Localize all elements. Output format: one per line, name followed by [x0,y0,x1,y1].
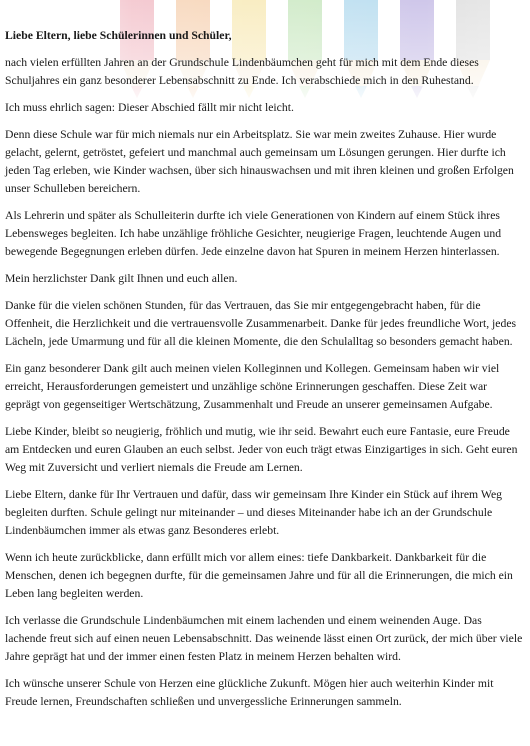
letter-paragraph: Wenn ich heute zurückblicke, dann erfüllt mich vor allem eines: tiefe Dankbarkeit. Dankbarkeit für die Menschen, denen ich begegnen durfte, für die gemeinsamen Jahre und für all die Erinnerungen, die mich ein Leben lang begleiten werden. [5,551,513,600]
letter-paragraph: Liebe Eltern, danke für Ihr Vertrauen und dafür, dass wir gemeinsam Ihre Kinder ein Stück auf ihrem Weg begleiten durften. Schule gelingt nur miteinander – und dieses Miteinander habe ich an der Grundschule Lindenbäumchen immer als etwas ganz Besonderes erlebt. [5,488,502,537]
letter-paragraph: Ich verlasse die Grundschule Lindenbäumchen mit einem lachenden und einem weinenden Auge. Das lachende freut sich auf einen neuen Lebensabschnitt. Das weinende lässt einen Ort zurück, der mich über viele Jahre geprägt hat und der immer einen festen Platz in meinem Herzen behalten wird. [5,614,523,663]
farewell-letter [5,27,524,720]
letter-paragraph: nach vielen erfüllten Jahren an der Grundschule Lindenbäumchen geht für mich mit dem Ende dieses Schuljahres ein ganz besonderer Lebensabschnitt zu Ende. Ich verabschiede mich in den Ruhestand. [5,56,479,87]
letter-paragraph: Als Lehrerin und später als Schulleiterin durfte ich viele Generationen von Kindern auf einem Stück ihres Lebensweges begleiten. Ich habe unzählige fröhliche Gesichter, neugierige Fragen, leuchtende Augen und bewegende Begegnungen erleben dürfen. Jede einzelne davon hat Spuren in meinem Herzen hinterlassen. [5,209,502,258]
letter-paragraph: Ein ganz besonderer Dank gilt auch meinen vielen Kolleginnen und Kollegen. Gemeinsam haben wir viel erreicht, Herausforderungen gemeistert und unzählige schöne Erinnerungen geschaffen. Diese Zeit war geprägt von gegenseitiger Wertschätzung, Zusammenhalt und Freude an unserer gemeinsamen Aufgabe. [5,362,500,411]
letter-paragraph: Mein herzlichster Dank gilt Ihnen und euch allen. [5,272,238,285]
letter-paragraph: Denn diese Schule war für mich niemals nur ein Arbeitsplatz. Sie war mein zweites Zuhause. Hier wurde gelacht, gelernt, getröstet, gefeiert und manchmal auch gemeinsam um Lösungen gerungen. Hier durfte ich jeden Tag erleben, wie Kinder wachsen, über sich hinauswachsen und mit ihren kleinen und großen Erfolgen unser Schulleben bereichern. [5,128,514,195]
letter-paragraph: Ich wünsche unserer Schule von Herzen eine glückliche Zukunft. Mögen hier auch weiterhin Kinder mit Freude lernen, Freundschaften schließen und unvergessliche Erinnerungen sammeln. [5,677,494,708]
letter-paragraph: Ich muss ehrlich sagen: Dieser Abschied fällt mir nicht leicht. [5,101,294,114]
letter-greeting: Liebe Eltern, liebe Schülerinnen und Schüler, [5,29,232,42]
letter-paragraph: Liebe Kinder, bleibt so neugierig, fröhlich und mutig, wie ihr seid. Bewahrt euch eure Fantasie, eure Freude am Entdecken und euren Glauben an euch selbst. Jeder von euch trägt etwas Einzigartiges in sich. Geht euren Weg mit Zuversicht und verliert niemals die Freude am Lernen. [5,425,518,474]
letter-paragraph: Danke für die vielen schönen Stunden, für das Vertrauen, das Sie mir entgegengebracht haben, für die Offenheit, die Herzlichkeit und die vertrauensvolle Zusammenarbeit. Danke für jedes freundliche Wort, jedes Lächeln, jede Umarmung und für all die kleinen Momente, die den Schulalltag so besonders gemacht haben. [5,299,517,348]
